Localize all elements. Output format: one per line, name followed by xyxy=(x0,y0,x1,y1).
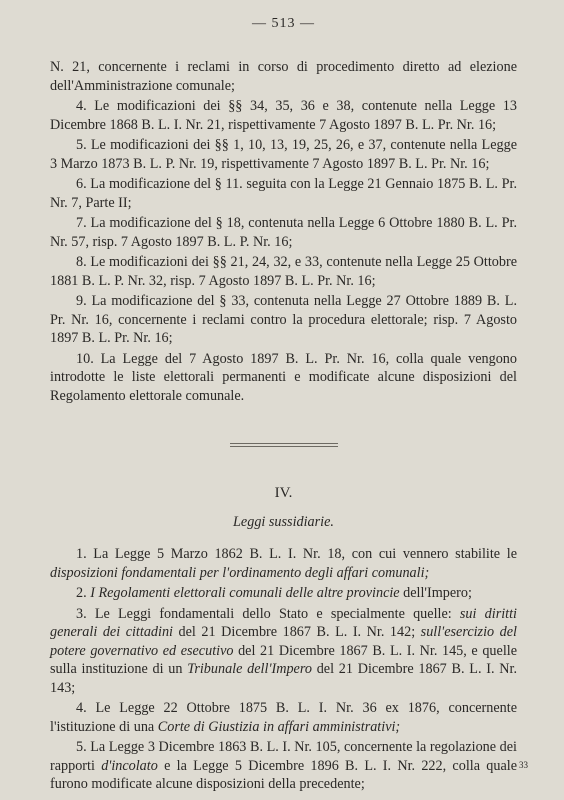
item-italic-text: sui diritti generali dei cittadini xyxy=(50,605,517,640)
item-italic-text: I Regolamenti elettorali comunali delle altre provincie xyxy=(90,585,400,601)
item-italic-text: disposizioni fondamentali per l'ordinamento degli affari comunali; xyxy=(50,564,430,581)
paragraph-item-4: 4. Le modificazioni dei §§ 34, 35, 36 e 38, contenute nella Legge 13 Dicembre 1868 B. L. I. Nr. 21, rispettivamente 7 Agosto 1897 B. L. Pr. Nr. 16; xyxy=(50,98,517,133)
paragraph-item-8: 8. Le modificazioni dei §§ 21, 24, 32, e 33, contenute nella Legge 25 Ottobre 1881 B. L. P. Nr. 32, risp. 7 Agosto 1897 B. L. Pr. Nr. 16; xyxy=(50,254,517,289)
item-text: dell'Impero; xyxy=(399,585,472,601)
item-italic-text: d'incolato xyxy=(101,757,158,774)
page-number: — 513 — xyxy=(252,16,315,31)
item-text: 3. Le Leggi fondamentali dello Stato e specialmente quelle: xyxy=(76,605,460,622)
item-italic-text: Corte di Giustizia in affari amministrativi; xyxy=(157,718,401,735)
signature-mark: 33 xyxy=(519,760,528,770)
item-text: 2. xyxy=(76,585,91,601)
item-italic-text: Tribunale dell'Impero xyxy=(187,661,312,677)
list-item-1 xyxy=(50,545,517,582)
section-title: Leggi sussidiarie. xyxy=(233,514,334,530)
paragraph-item-9: 9. La modificazione del § 33, contenuta nella Legge 27 Ottobre 1889 B. L. Pr. Nr. 16, concernente i reclami contro la procedura elettorale; risp. 7 Agosto 1897 B. L. Pr. Nr. 16; xyxy=(50,293,517,346)
paragraph-continuation: N. 21, concernente i reclami in corso di procedimento diretto ad elezione dell'Amministrazione comunale; xyxy=(50,59,517,94)
list-item-4 xyxy=(50,699,517,736)
paragraph-item-5: 5. Le modificazioni dei §§ 1, 10, 13, 19, 25, 26, e 37, contenute nella Legge 3 Marzo 1873 B. L. P. Nr. 19, rispettivamente 7 Agosto 1897 B. L. Pr. Nr. 16; xyxy=(50,137,517,172)
item-text: del 21 Dicembre 1867 B. L. I. Nr. 142; xyxy=(172,624,421,640)
section-number: IV. xyxy=(274,485,293,501)
item-text: 1. La Legge 5 Marzo 1862 B. L. I. Nr. 18, con cui vennero stabilite le xyxy=(76,546,517,562)
paragraph-item-7: 7. La modificazione del § 18, contenuta nella Legge 6 Ottobre 1880 B. L. Pr. Nr. 57, risp. 7 Agosto 1897 B. L. P. Nr. 16; xyxy=(50,215,517,250)
list-item-2 xyxy=(50,584,517,603)
item-text: 5. La Legge 3 Dicembre 1863 B. L. I. Nr. 105, concernente la regolazione dei rapporti xyxy=(50,739,517,774)
section-divider xyxy=(230,443,338,447)
item-text: del 21 Dicembre 1867 B. L. I. Nr. 143; xyxy=(50,661,518,696)
item-text: del 21 Dicembre 1867 B. L. I. Nr. 145, e quelle sulla instituzione di un xyxy=(50,642,517,677)
paragraph-item-10: 10. La Legge del 7 Agosto 1897 B. L. Pr. Nr. 16, colla quale vengono introdotte le liste elettorali permanenti e modificate alcune disposizioni del Regolamento elettorale comunale. xyxy=(50,350,517,404)
paragraph-item-6: 6. La modificazione del § 11. seguita con la Legge 21 Gennaio 1875 B. L. Pr. Nr. 7, Parte II; xyxy=(50,176,517,211)
list-item-5 xyxy=(50,738,517,794)
item-text: e la Legge 5 Dicembre 1896 B. L. I. Nr. 222, colla quale furono modificate alcune disposizioni della precedente; xyxy=(50,757,517,792)
list-item-3 xyxy=(50,605,517,698)
item-italic-text: sull'esercizio del potere governativo ed esecutivo xyxy=(50,624,517,659)
item-text: 4. Le Legge 22 Ottobre 1875 B. L. I. Nr. 36 ex 1876, concernente l'istituzione di una xyxy=(50,700,517,735)
